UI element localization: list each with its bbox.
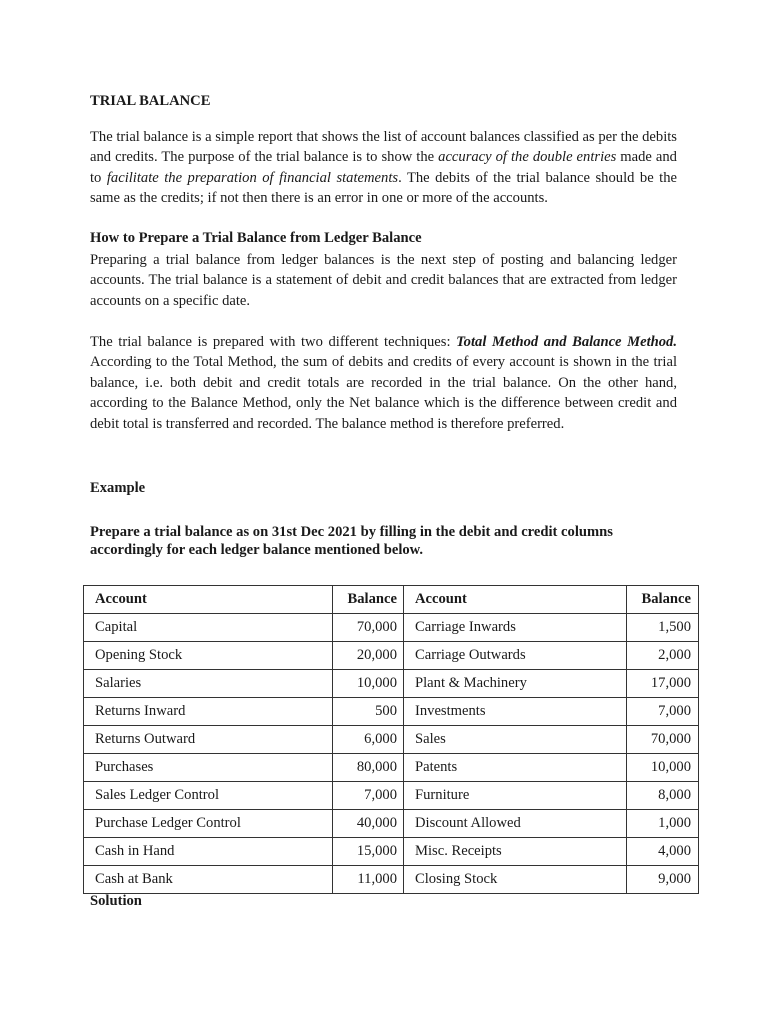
methods-paragraph	[90, 332, 677, 434]
account-cell: Plant & Machinery	[404, 670, 627, 698]
balance-cell: 10,000	[627, 754, 699, 782]
balance-cell: 70,000	[333, 614, 404, 642]
section-paragraph: Preparing a trial balance from ledger balances is the next step of posting and balancing ledger accounts. The trial balance is a statement of debit and credit balances that are extracted from ledger accounts on a specific date.	[90, 252, 677, 309]
balance-cell: 40,000	[333, 810, 404, 838]
balance-cell: 7,000	[333, 782, 404, 810]
balance-cell: 15,000	[333, 838, 404, 866]
intro-paragraph	[90, 127, 677, 209]
account-cell: Salaries	[84, 670, 333, 698]
table-row	[84, 754, 699, 782]
balance-cell: 10,000	[333, 670, 404, 698]
balance-cell: 1,000	[627, 810, 699, 838]
table-header-row	[84, 586, 699, 614]
task-statement: Prepare a trial balance as on 31st Dec 2021 by filling in the debit and credit columns accordingly for each ledger balance mentioned below.	[90, 524, 613, 558]
account-cell: Cash in Hand	[84, 838, 333, 866]
balance-cell: 17,000	[627, 670, 699, 698]
account-cell: Purchase Ledger Control	[84, 810, 333, 838]
table-row	[84, 614, 699, 642]
balance-cell: 9,000	[627, 866, 699, 894]
table-row	[84, 866, 699, 894]
balance-cell: 80,000	[333, 754, 404, 782]
balance-cell: 8,000	[627, 782, 699, 810]
header-account-1: Account	[84, 586, 333, 614]
account-cell: Sales Ledger Control	[84, 782, 333, 810]
account-cell: Investments	[404, 698, 627, 726]
header-balance-1: Balance	[333, 586, 404, 614]
intro-text-2: made and to	[90, 149, 677, 186]
account-cell: Purchases	[84, 754, 333, 782]
intro-text-3: . The debits of the trial balance should be the same as the credits; if not then there is an error in one or more of the accounts.	[90, 169, 678, 207]
account-cell: Capital	[84, 614, 333, 642]
table-row	[84, 726, 699, 754]
ledger-balances-table	[83, 585, 699, 894]
account-cell: Returns Inward	[84, 698, 333, 726]
table-row	[84, 698, 699, 726]
intro-emphasis-1: accuracy of the double entries	[438, 149, 617, 166]
solution-heading: Solution	[90, 893, 142, 909]
account-cell: Furniture	[404, 782, 627, 810]
balance-cell: 1,500	[627, 614, 699, 642]
account-cell: Sales	[404, 726, 627, 754]
intro-emphasis-2: facilitate the preparation of financial statements	[106, 169, 399, 186]
balance-cell: 20,000	[333, 642, 404, 670]
balance-cell: 6,000	[333, 726, 404, 754]
account-cell: Patents	[404, 754, 627, 782]
page-title: TRIAL BALANCE	[90, 93, 211, 109]
header-balance-2: Balance	[627, 586, 699, 614]
account-cell: Opening Stock	[84, 642, 333, 670]
balance-cell: 11,000	[333, 866, 404, 894]
table-row	[84, 838, 699, 866]
section-heading: How to Prepare a Trial Balance from Ledger Balance	[90, 230, 422, 246]
intro-text-1: The trial balance is a simple report that shows the list of account balances classified as per the debits and credits. The purpose of the trial balance is to show the	[90, 129, 677, 166]
table-row	[84, 782, 699, 810]
balance-cell: 500	[333, 698, 404, 726]
account-cell: Misc. Receipts	[404, 838, 627, 866]
methods-rest: According to the Total Method, the sum of debits and credits of every account is shown in the trial balance, i.e. both debit and credit totals are recorded in the trial balance. On the other hand, according to the Balance Method, only the Net balance which is the difference between credit and debit total is transferred and recorded. The balance method is therefore preferred.	[90, 354, 677, 432]
header-account-2: Account	[404, 586, 627, 614]
balance-cell: 7,000	[627, 698, 699, 726]
balance-cell: 2,000	[627, 642, 699, 670]
table-row	[84, 810, 699, 838]
account-cell: Discount Allowed	[404, 810, 627, 838]
balance-cell: 70,000	[627, 726, 699, 754]
account-cell: Cash at Bank	[84, 866, 333, 894]
table-row	[84, 670, 699, 698]
methods-lead: The trial balance is prepared with two different techniques:	[90, 334, 457, 350]
account-cell: Returns Outward	[84, 726, 333, 754]
balance-cell: 4,000	[627, 838, 699, 866]
account-cell: Closing Stock	[404, 866, 627, 894]
methods-emphasis: Total Method and Balance Method.	[456, 334, 677, 350]
example-heading: Example	[90, 480, 146, 496]
account-cell: Carriage Inwards	[404, 614, 627, 642]
table-row	[84, 642, 699, 670]
account-cell: Carriage Outwards	[404, 642, 627, 670]
